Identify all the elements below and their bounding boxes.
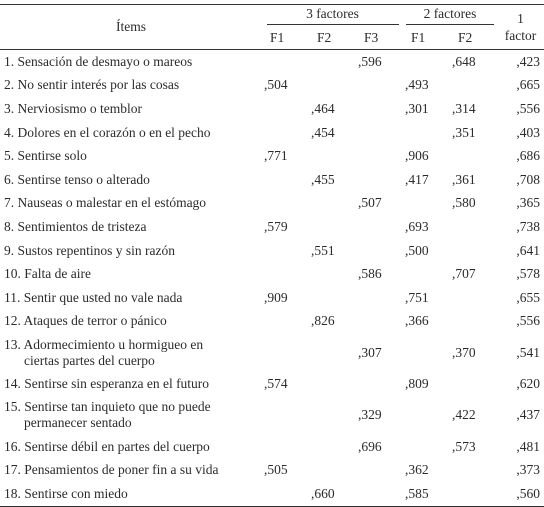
table-row: [0, 435, 544, 459]
loading-cell-f2-2: [450, 144, 497, 168]
table-body: [0, 50, 544, 507]
table-header: [0, 5, 544, 50]
three-factor-group-header: [262, 5, 403, 27]
loading-cell-f3-2: ,551: [311, 242, 335, 258]
loading-cell-f3-1: ,504: [264, 77, 288, 93]
table-row: [0, 458, 544, 482]
loading-cell-f3-2: ,826: [311, 313, 335, 329]
loading-cell-f3-3: ,307: [358, 344, 382, 360]
table-row: [0, 333, 544, 372]
loading-cell-f3-3: [356, 144, 403, 168]
table-row: [0, 396, 544, 435]
table-row: [0, 168, 544, 192]
loading-cell-f3-1: ,579: [264, 218, 288, 234]
loading-cell-f2-2: ,573: [452, 438, 476, 454]
table-row: [0, 50, 544, 74]
loading-cell-f3-2: [309, 74, 356, 98]
loading-cell-f3-1: [262, 482, 309, 506]
loading-cell-f1: ,641: [516, 242, 540, 258]
item-cell: [0, 435, 262, 459]
items-column-header: Ítems: [0, 5, 262, 50]
loading-cell-f3-2: [309, 192, 356, 216]
loading-cell-f3-1: [262, 239, 309, 263]
item-label: 15. Sentirse tan inquieto que no puede: [4, 399, 211, 415]
table-row: [0, 192, 544, 216]
loading-cell-f3-2: ,660: [309, 482, 356, 506]
loading-cell-f2-2: [450, 215, 497, 239]
loading-cell-f3-2: ,454: [311, 124, 335, 140]
loading-cell-f1: ,708: [516, 171, 540, 187]
one-factor-label-line1: 1: [517, 11, 524, 26]
loading-cell-f3-2: [309, 262, 356, 286]
loading-cell-f2-1: ,809: [405, 375, 429, 391]
loading-cell-f2-1: ,585: [403, 482, 450, 506]
item-cell: [0, 458, 262, 482]
loading-cell-f2-1: ,751: [405, 289, 429, 305]
item-label: 9. Sustos repentinos y sin razón: [4, 242, 175, 258]
table-row: [0, 372, 544, 396]
loading-cell-f1: ,655: [516, 289, 540, 305]
loading-cell-f3-3: [356, 97, 403, 121]
item-cell: [0, 97, 262, 121]
item-label: 12. Ataques de terror o pánico: [4, 313, 167, 329]
loading-cell-f1: ,437: [516, 407, 540, 423]
loading-cell-f3-3: ,586: [358, 266, 382, 282]
two-factor-label: 2 factores: [406, 6, 494, 25]
item-cell: [0, 286, 262, 310]
loading-cell-f3-2: [309, 286, 356, 310]
loading-cell-f3-2: [309, 215, 356, 239]
loading-cell-f3-3: [356, 458, 403, 482]
loading-cell-f3-3: [356, 168, 403, 192]
table-row: [0, 262, 544, 286]
item-label: 6. Sentirse tenso o alterado: [4, 171, 150, 187]
item-label: 18. Sentirse con miedo: [4, 485, 128, 501]
item-cell: [0, 482, 262, 506]
loading-cell-f2-2: [450, 372, 497, 396]
loading-cell-f3-1: [262, 396, 309, 435]
loading-cell-f1: ,686: [516, 148, 540, 164]
item-cell: [0, 144, 262, 168]
item-label: 2. No sentir interés por las cosas: [4, 77, 180, 93]
table-row: [0, 310, 544, 334]
loading-cell-f2-1: ,493: [405, 77, 429, 93]
item-label: 16. Sentirse débil en partes del cuerpo: [4, 438, 210, 454]
item-cell: [0, 121, 262, 145]
loading-cell-f1: ,365: [516, 195, 540, 211]
item-label: 3. Nerviosismo o temblor: [4, 100, 142, 116]
loading-cell-f3-2: [309, 458, 356, 482]
loading-cell-f2-2: [450, 286, 497, 310]
item-label: 1. Sensación de desmayo o mareos: [4, 53, 193, 69]
loading-cell-f3-3: ,507: [358, 195, 382, 211]
loading-cell-f2-1: [403, 262, 450, 286]
loading-cell-f1: ,541: [516, 344, 540, 360]
loading-cell-f3-1: ,909: [264, 289, 288, 305]
loading-cell-f2-1: ,301: [405, 100, 429, 116]
loading-cell-f3-1: ,574: [264, 375, 288, 391]
loading-cell-f2-2: [450, 482, 497, 506]
loading-cell-f3-1: ,771: [264, 148, 288, 164]
loading-cell-f3-2: ,464: [311, 100, 335, 116]
loading-cell-f2-1: [403, 435, 450, 459]
one-factor-label-line2: factor: [504, 28, 537, 43]
loading-cell-f3-2: [309, 144, 356, 168]
loading-cell-f3-2: [309, 435, 356, 459]
loading-cell-f3-2: [309, 372, 356, 396]
loading-cell-f3-1: [262, 168, 309, 192]
loading-cell-f3-3: [356, 286, 403, 310]
item-cell: [0, 192, 262, 216]
table-row: [0, 74, 544, 98]
loading-cell-f1: ,481: [516, 438, 540, 454]
loading-cell-f3-3: ,329: [358, 407, 382, 423]
loading-cell-f3-3: ,596: [358, 53, 382, 69]
item-label-continuation: ciertas partes del cuerpo: [24, 352, 155, 368]
loading-cell-f2-1: ,906: [405, 148, 429, 164]
loading-cell-f2-1: ,362: [405, 462, 429, 478]
table-row: [0, 121, 544, 145]
loading-cell-f3-2: [309, 396, 356, 435]
loading-cell-f2-1: ,366: [405, 313, 429, 329]
table-row: [0, 97, 544, 121]
loading-cell-f1: ,556: [516, 313, 540, 329]
item-cell: [0, 396, 262, 435]
loading-cell-f3-2: ,455: [311, 171, 335, 187]
loading-cell-f2-2: [450, 239, 497, 263]
subheader-3f-f1: F1: [262, 26, 309, 50]
loading-cell-f2-2: ,361: [452, 171, 476, 187]
loading-cell-f1: ,578: [516, 266, 540, 282]
item-cell: [0, 239, 262, 263]
loading-cell-f1: ,556: [516, 100, 540, 116]
loading-cell-f2-1: [403, 121, 450, 145]
subheader-2f-f1: F1: [403, 26, 450, 50]
loading-cell-f3-1: [262, 262, 309, 286]
loading-cell-f3-1: [262, 121, 309, 145]
subheader-3f-f2: F2: [309, 26, 356, 50]
loading-cell-f2-1: ,417: [405, 171, 429, 187]
item-cell: [0, 310, 262, 334]
loading-cell-f3-1: [262, 310, 309, 334]
loading-cell-f2-1: [403, 396, 450, 435]
loading-cell-f3-1: [262, 333, 309, 372]
loading-cell-f3-2: [309, 50, 356, 74]
item-label: 8. Sentimientos de tristeza: [4, 218, 147, 234]
item-label: 14. Sentirse sin esperanza en el futuro: [4, 375, 210, 391]
item-label: 13. Adormecimiento u hormigueo en: [4, 336, 204, 352]
three-factor-label: 3 factores: [267, 6, 399, 25]
loading-cell-f2-2: [450, 310, 497, 334]
loading-cell-f3-3: [356, 482, 403, 506]
loading-cell-f3-1: [262, 435, 309, 459]
subheader-2f-f2: F2: [450, 26, 497, 50]
loading-cell-f3-3: [356, 74, 403, 98]
item-label-continuation: permanecer sentado: [24, 415, 132, 431]
table-row: [0, 215, 544, 239]
two-factor-group-header: [403, 5, 497, 27]
item-cell: [0, 262, 262, 286]
loading-cell-f2-2: ,370: [452, 344, 476, 360]
item-label: 4. Dolores en el corazón o en el pecho: [4, 124, 211, 140]
loading-cell-f3-3: [356, 372, 403, 396]
loading-cell-f1: ,560: [497, 482, 544, 506]
loading-cell-f1: ,423: [516, 53, 540, 69]
loading-cell-f2-2: ,422: [452, 407, 476, 423]
loading-cell-f2-1: [403, 192, 450, 216]
loading-cell-f2-1: ,693: [405, 218, 429, 234]
item-cell: [0, 50, 262, 74]
loading-cell-f3-1: [262, 192, 309, 216]
loading-cell-f3-1: ,505: [264, 462, 288, 478]
loading-cell-f2-2: ,314: [452, 100, 476, 116]
loading-cell-f3-3: ,696: [358, 438, 382, 454]
table-row: [0, 239, 544, 263]
loading-cell-f2-2: ,351: [452, 124, 476, 140]
loading-cell-f3-3: [356, 121, 403, 145]
loading-cell-f1: ,373: [516, 462, 540, 478]
loading-cell-f2-1: [403, 333, 450, 372]
loading-cell-f2-1: ,500: [405, 242, 429, 258]
subheader-3f-f3: F3: [356, 26, 403, 50]
item-cell: [0, 372, 262, 396]
loading-cell-f3-3: [356, 215, 403, 239]
loading-cell-f2-1: [403, 50, 450, 74]
loading-cell-f2-2: [450, 458, 497, 482]
loading-cell-f3-1: [262, 50, 309, 74]
one-factor-column-header: [497, 5, 544, 50]
item-label: 10. Falta de aire: [4, 266, 91, 282]
loading-cell-f3-3: [356, 239, 403, 263]
item-cell: [0, 74, 262, 98]
item-label: 11. Sentir que usted no vale nada: [4, 289, 183, 305]
table-row: [0, 144, 544, 168]
loading-cell-f1: ,665: [516, 77, 540, 93]
table-row: [0, 482, 544, 506]
loading-cell-f3-3: [356, 310, 403, 334]
factor-loadings-table: [0, 4, 544, 507]
loading-cell-f2-2: ,707: [452, 266, 476, 282]
loading-cell-f1: ,620: [516, 375, 540, 391]
item-cell: [0, 168, 262, 192]
item-cell: [0, 215, 262, 239]
loading-cell-f2-2: ,648: [452, 53, 476, 69]
item-label: 17. Pensamientos de poner fin a su vida: [4, 462, 219, 478]
loading-cell-f3-1: [262, 97, 309, 121]
loading-cell-f1: ,738: [516, 218, 540, 234]
table-row: [0, 286, 544, 310]
loading-cell-f2-2: [450, 74, 497, 98]
loading-cell-f3-2: [309, 333, 356, 372]
item-label: 5. Sentirse solo: [4, 148, 87, 164]
item-cell: [0, 333, 262, 372]
loading-cell-f1: ,403: [516, 124, 540, 140]
item-label: 7. Nauseas o malestar en el estómago: [4, 195, 207, 211]
loading-cell-f2-2: ,580: [452, 195, 476, 211]
